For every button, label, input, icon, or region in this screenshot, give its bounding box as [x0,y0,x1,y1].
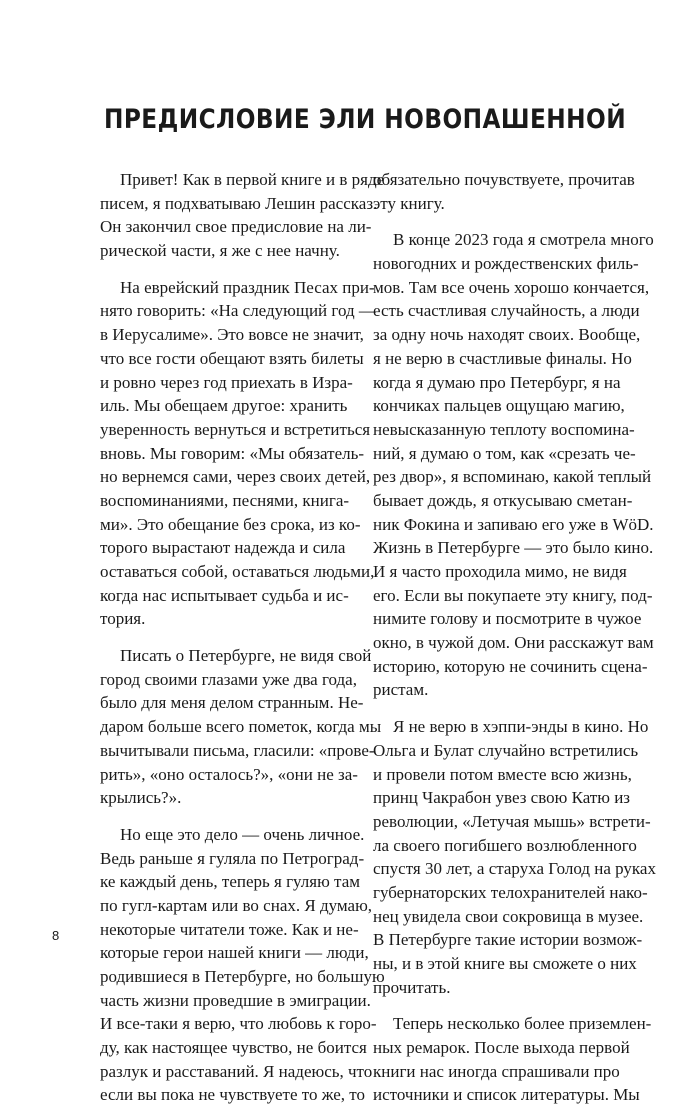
text-line: революции, «Летучая мышь» встрети- [373,811,651,831]
text-line: но вернемся сами, через своих детей, [100,467,371,487]
text-line: нец увидела свои сокровища в музее. [373,906,644,926]
text-line: историю, которую не сочинить сцена- [373,656,648,676]
text-line: эту книгу. [373,193,445,213]
paragraph-gap [373,999,615,1012]
text-line: некоторые читатели тоже. Как и не- [100,919,359,939]
text-line: В Петербурге такие истории возмож- [373,930,643,950]
text-line: Он закончил свое предисловие на ли- [100,217,372,237]
text-line: я не верю в счастливые финалы. Но [373,348,632,368]
text-line: даром больше всего пометок, когда мы [100,717,382,737]
text-line: спустя 30 лет, а старуха Голод на руках [373,859,656,879]
text-line: ны, и в этой книге вы сможете о них [373,954,637,973]
text-line: На еврейский праздник Песах при- [120,277,375,297]
paragraph-gap [100,631,342,644]
text-line: невысказанную теплоту воспомина- [373,419,635,439]
text-line: иль. Мы обещаем другое: хранить [100,396,348,416]
text-line: новогодних и рождественских филь- [373,254,639,274]
paragraph-gap [373,702,615,715]
text-line: бывает дождь, я откусываю сметан- [373,490,633,510]
text-line: по гугл-картам или во снах. Я думаю, [100,895,373,915]
text-line: Я не верю в хэппи-энды в кино. Но [393,717,649,737]
text-line: ла своего погибшего возлюбленного [373,835,637,855]
text-line: было для меня делом странным. Не- [100,693,364,713]
text-line: город своими глазами уже два года, [100,669,357,689]
text-line: в Иерусалиме». Это вовсе не значит, [100,325,364,345]
text-line: ник Фокина и запиваю его уже в WöD. [373,514,654,534]
text-line: что все гости обещают взять билеты [100,348,364,368]
text-line: мов. Там все очень хорошо кончается, [373,277,650,297]
text-line: когда нас испытывает судьба и ис- [100,585,349,605]
text-line: есть счастливая случайность, а люди [373,301,640,321]
text-line: торого вырастают надежда и сила [100,538,346,558]
text-line: Теперь несколько более приземлен- [393,1014,652,1034]
text-line: источники и список литературы. Мы [373,1085,640,1105]
text-line: принц Чакрабон увез свою Катю из [373,788,631,808]
text-line: разлук и расставаний. Я надеюсь, что [100,1061,373,1081]
page-title: ПРЕДИСЛОВИЕ ЭЛИ НОВОПАШЕННОЙ [104,104,627,135]
text-line: губернаторских телохранителей нако- [373,882,648,902]
text-line: Но еще это дело — очень личное. [120,824,365,844]
text-line: ду, как настоящее чувство, не боится [100,1038,367,1058]
paragraph-gap [100,263,342,276]
text-line: его. Если вы покупаете эту книгу, под- [373,585,653,605]
text-line: ний, я думаю о том, как «срезать че- [373,443,636,463]
text-line: В конце 2023 года я смотрела много [393,230,654,250]
text-line: тория. [100,609,146,629]
text-line: часть жизни проведшие в эмиграции. [100,990,371,1010]
text-line: ристам. [373,680,429,700]
text-line: и ровно через год приехать в Изра- [100,372,353,392]
text-line: и провели потом вместе всю жизнь, [373,764,632,784]
text-line: рической части, я же с нее начну. [100,241,340,261]
text-line: Ольга и Булат случайно встретились [373,740,639,760]
text-line: Жизнь в Петербурге — это было кино. [373,538,654,558]
text-line: прочитать. [373,977,451,997]
text-line: И я часто проходила мимо, не видя [373,562,627,581]
paragraph-gap [100,810,342,823]
text-line: Писать о Петербурге, не видя свой [120,646,372,666]
text-line: когда я думаю про Петербург, я на [373,372,621,392]
page-number: 8 [52,928,60,943]
text-line: родившиеся в Петербурге, но большую [100,967,385,986]
text-line: кончиках пальцев ощущаю магию, [373,396,625,416]
text-line: писем, я подхватываю Лешин рассказ. [100,193,378,213]
text-line: крылись?». [100,788,182,808]
text-line: которые герои нашей книги — люди, [100,943,369,963]
text-line: вновь. Мы говорим: «Мы обязатель- [100,443,365,463]
text-column-left [100,168,385,1107]
text-line: Ведь раньше я гуляла по Петроград- [100,848,365,868]
text-line: Привет! Как в первой книге и в ряде [120,170,385,189]
text-line: окно, в чужой дом. Они расскажут вам [373,633,654,653]
text-line: за одну ночь находят своих. Вообще, [373,325,641,345]
text-line: обязательно почувствуете, прочитав [373,170,635,189]
text-line: ми». Это обещание без срока, из ко- [100,514,361,534]
text-line: уверенность вернуться и встретиться [100,419,371,439]
text-line: И все-таки я верю, что любовь к горо- [100,1014,377,1034]
text-line: рез двор», я вспоминаю, какой теплый [373,467,652,487]
text-line: нято говорить: «На следующий год — [100,301,376,321]
text-line: вычитывали письма, гласили: «прове- [100,740,375,760]
text-line: воспоминаниями, песнями, книга- [100,490,350,510]
text-line: ке каждый день, теперь я гуляю там [100,872,360,892]
text-column-right [373,168,656,1107]
text-line: книги нас иногда спрашивали про [373,1061,620,1081]
text-line: ных ремарок. После выхода первой [373,1038,630,1058]
text-line: оставаться собой, оставаться людьми, [100,562,375,581]
text-line: если вы пока не чувствуете то же, то [100,1085,366,1105]
text-line: нимите голову и посмотрите в чужое [373,609,642,629]
text-line: рить», «оно осталось?», «они не за- [100,764,358,784]
paragraph-gap [373,215,615,228]
